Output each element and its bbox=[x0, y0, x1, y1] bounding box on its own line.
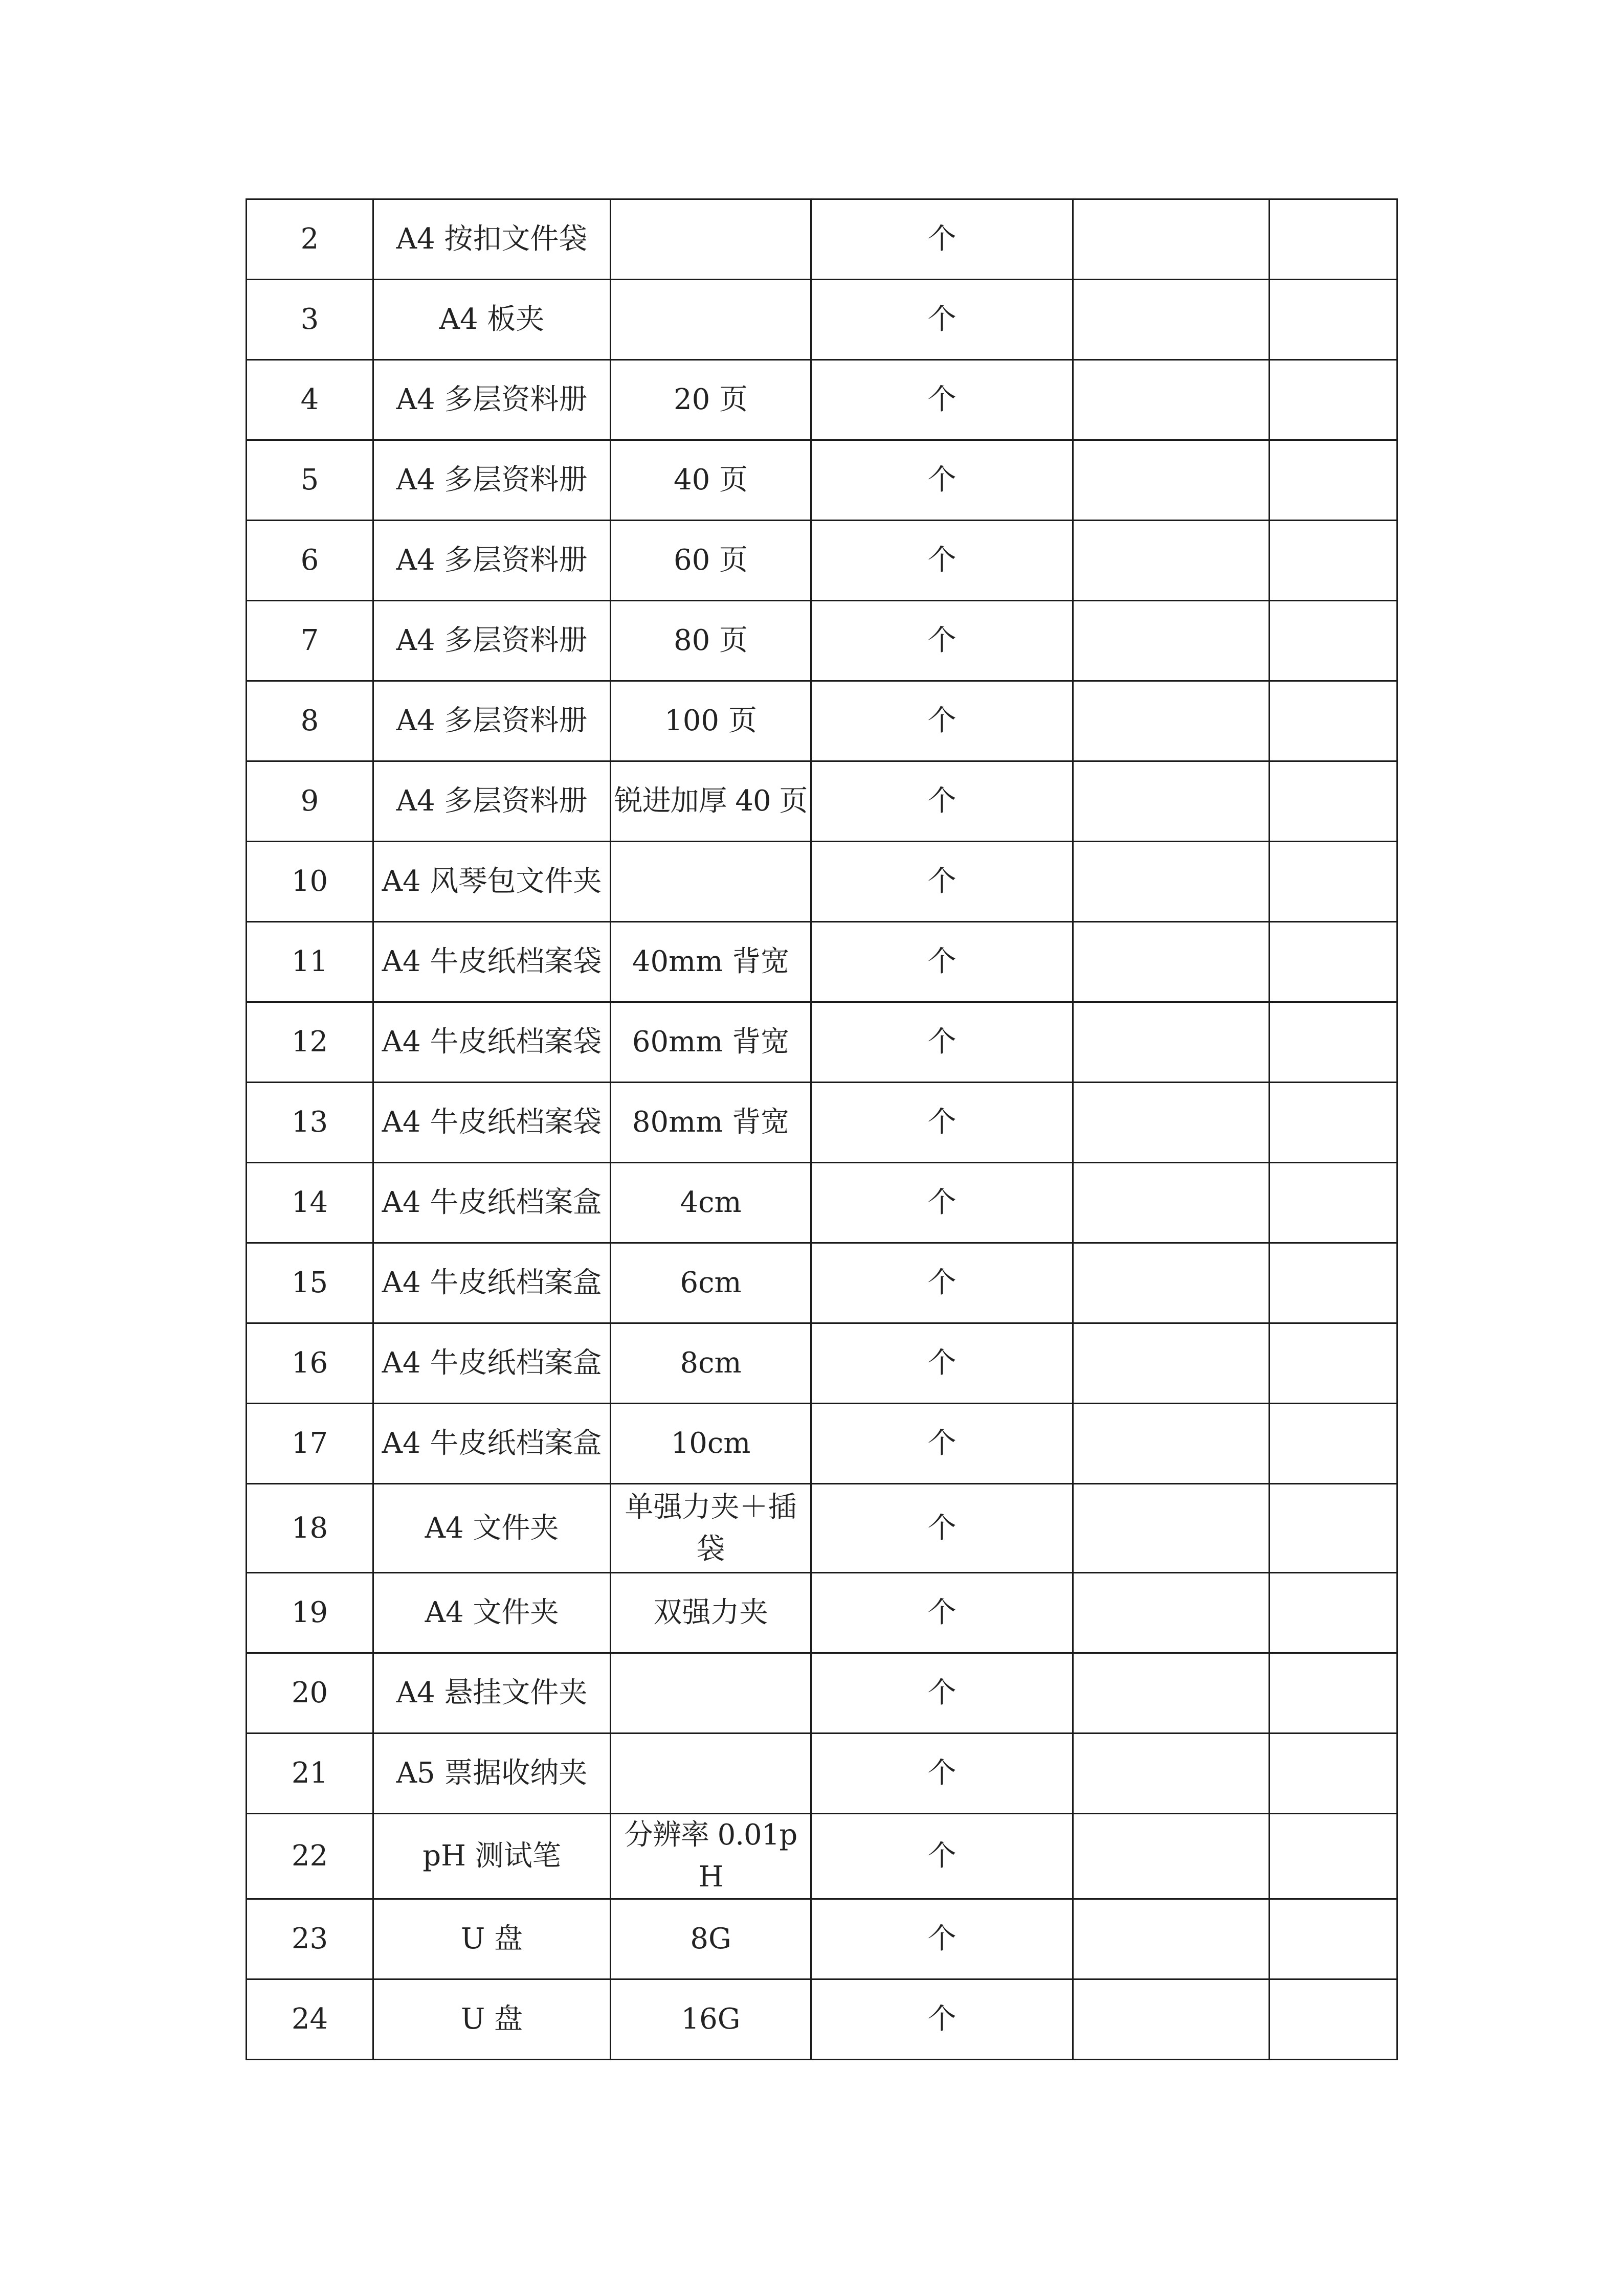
table-row bbox=[247, 1083, 1397, 1163]
cell-item-unit: 个 bbox=[811, 1899, 1073, 1979]
cell-item-spec bbox=[611, 1653, 811, 1734]
cell-blank bbox=[1270, 1163, 1397, 1243]
cell-item-spec bbox=[611, 842, 811, 922]
table-row bbox=[247, 1573, 1397, 1653]
cell-item-unit: 个 bbox=[811, 1002, 1073, 1083]
table-row bbox=[247, 1734, 1397, 1814]
cell-item-number: 3 bbox=[247, 280, 373, 360]
cell-blank bbox=[1073, 1899, 1270, 1979]
item-table-body bbox=[247, 199, 1397, 2060]
cell-item-number: 19 bbox=[247, 1573, 373, 1653]
cell-blank bbox=[1270, 1323, 1397, 1404]
cell-blank bbox=[1073, 360, 1270, 440]
cell-item-unit: 个 bbox=[811, 360, 1073, 440]
table-row bbox=[247, 761, 1397, 842]
cell-blank bbox=[1073, 1653, 1270, 1734]
item-table bbox=[246, 198, 1398, 2060]
cell-item-number: 11 bbox=[247, 922, 373, 1002]
cell-item-name: A5 票据收纳夹 bbox=[373, 1734, 611, 1814]
cell-item-name: U 盘 bbox=[373, 1899, 611, 1979]
cell-item-unit: 个 bbox=[811, 1573, 1073, 1653]
cell-item-unit: 个 bbox=[811, 1323, 1073, 1404]
cell-item-spec: 80mm 背宽 bbox=[611, 1083, 811, 1163]
cell-blank bbox=[1270, 280, 1397, 360]
cell-blank bbox=[1270, 681, 1397, 761]
table-row bbox=[247, 842, 1397, 922]
cell-item-number: 18 bbox=[247, 1484, 373, 1573]
cell-blank bbox=[1073, 440, 1270, 521]
cell-item-name: A4 多层资料册 bbox=[373, 601, 611, 681]
cell-item-name: A4 按扣文件袋 bbox=[373, 199, 611, 280]
cell-item-unit: 个 bbox=[811, 521, 1073, 601]
cell-blank bbox=[1270, 440, 1397, 521]
table-row bbox=[247, 440, 1397, 521]
cell-item-unit: 个 bbox=[811, 1083, 1073, 1163]
cell-item-unit: 个 bbox=[811, 1163, 1073, 1243]
table-row bbox=[247, 601, 1397, 681]
cell-blank bbox=[1073, 199, 1270, 280]
cell-item-spec bbox=[611, 280, 811, 360]
cell-item-number: 15 bbox=[247, 1243, 373, 1323]
cell-item-name: A4 牛皮纸档案盒 bbox=[373, 1163, 611, 1243]
cell-item-number: 20 bbox=[247, 1653, 373, 1734]
cell-item-spec: 单强力夹＋插袋 bbox=[611, 1484, 811, 1573]
cell-blank bbox=[1073, 1243, 1270, 1323]
cell-item-name: A4 牛皮纸档案袋 bbox=[373, 922, 611, 1002]
cell-blank bbox=[1073, 1404, 1270, 1484]
cell-item-number: 23 bbox=[247, 1899, 373, 1979]
cell-blank bbox=[1270, 1979, 1397, 2060]
cell-blank bbox=[1073, 1002, 1270, 1083]
cell-item-unit: 个 bbox=[811, 842, 1073, 922]
cell-item-spec: 20 页 bbox=[611, 360, 811, 440]
cell-blank bbox=[1270, 1484, 1397, 1573]
cell-item-name: A4 多层资料册 bbox=[373, 521, 611, 601]
cell-blank bbox=[1073, 280, 1270, 360]
table-row bbox=[247, 521, 1397, 601]
cell-item-unit: 个 bbox=[811, 1243, 1073, 1323]
cell-item-unit: 个 bbox=[811, 601, 1073, 681]
cell-item-spec: 锐进加厚 40 页 bbox=[611, 761, 811, 842]
cell-item-unit: 个 bbox=[811, 922, 1073, 1002]
cell-item-spec: 80 页 bbox=[611, 601, 811, 681]
cell-blank bbox=[1073, 1484, 1270, 1573]
cell-item-spec: 8cm bbox=[611, 1323, 811, 1404]
cell-item-number: 2 bbox=[247, 199, 373, 280]
cell-item-unit: 个 bbox=[811, 1404, 1073, 1484]
cell-item-unit: 个 bbox=[811, 681, 1073, 761]
table-row bbox=[247, 1404, 1397, 1484]
cell-item-unit: 个 bbox=[811, 1653, 1073, 1734]
table-row bbox=[247, 1163, 1397, 1243]
cell-item-name: A4 牛皮纸档案盒 bbox=[373, 1243, 611, 1323]
cell-blank bbox=[1270, 761, 1397, 842]
cell-item-name: A4 牛皮纸档案盒 bbox=[373, 1404, 611, 1484]
cell-item-number: 17 bbox=[247, 1404, 373, 1484]
cell-item-unit: 个 bbox=[811, 1484, 1073, 1573]
cell-item-number: 21 bbox=[247, 1734, 373, 1814]
cell-item-name: A4 多层资料册 bbox=[373, 440, 611, 521]
cell-blank bbox=[1073, 1163, 1270, 1243]
cell-item-number: 7 bbox=[247, 601, 373, 681]
cell-item-name: A4 牛皮纸档案袋 bbox=[373, 1002, 611, 1083]
table-row bbox=[247, 1484, 1397, 1573]
cell-item-unit: 个 bbox=[811, 440, 1073, 521]
cell-item-spec: 40 页 bbox=[611, 440, 811, 521]
table-row bbox=[247, 1002, 1397, 1083]
cell-blank bbox=[1073, 521, 1270, 601]
cell-item-number: 6 bbox=[247, 521, 373, 601]
cell-item-unit: 个 bbox=[811, 1979, 1073, 2060]
cell-item-number: 10 bbox=[247, 842, 373, 922]
table-row bbox=[247, 280, 1397, 360]
table-row bbox=[247, 681, 1397, 761]
cell-item-spec: 4cm bbox=[611, 1163, 811, 1243]
cell-blank bbox=[1073, 1573, 1270, 1653]
cell-blank bbox=[1073, 761, 1270, 842]
cell-blank bbox=[1073, 1814, 1270, 1899]
cell-blank bbox=[1073, 922, 1270, 1002]
cell-item-unit: 个 bbox=[811, 761, 1073, 842]
cell-blank bbox=[1270, 521, 1397, 601]
cell-item-spec: 6cm bbox=[611, 1243, 811, 1323]
cell-item-number: 12 bbox=[247, 1002, 373, 1083]
cell-blank bbox=[1270, 1243, 1397, 1323]
cell-item-name: pH 测试笔 bbox=[373, 1814, 611, 1899]
cell-item-unit: 个 bbox=[811, 199, 1073, 280]
cell-item-spec: 16G bbox=[611, 1979, 811, 2060]
cell-item-name: A4 板夹 bbox=[373, 280, 611, 360]
cell-item-spec: 60 页 bbox=[611, 521, 811, 601]
cell-item-unit: 个 bbox=[811, 280, 1073, 360]
cell-item-name: A4 牛皮纸档案盒 bbox=[373, 1323, 611, 1404]
table-row bbox=[247, 922, 1397, 1002]
cell-blank bbox=[1270, 601, 1397, 681]
table-row bbox=[247, 1653, 1397, 1734]
cell-item-spec: 60mm 背宽 bbox=[611, 1002, 811, 1083]
cell-item-spec bbox=[611, 199, 811, 280]
cell-item-spec: 8G bbox=[611, 1899, 811, 1979]
table-row bbox=[247, 360, 1397, 440]
cell-blank bbox=[1073, 1323, 1270, 1404]
cell-item-name: A4 多层资料册 bbox=[373, 761, 611, 842]
cell-item-number: 24 bbox=[247, 1979, 373, 2060]
cell-item-name: A4 文件夹 bbox=[373, 1573, 611, 1653]
cell-item-spec bbox=[611, 1734, 811, 1814]
cell-item-number: 13 bbox=[247, 1083, 373, 1163]
cell-blank bbox=[1073, 681, 1270, 761]
cell-blank bbox=[1270, 199, 1397, 280]
cell-item-name: U 盘 bbox=[373, 1979, 611, 2060]
cell-blank bbox=[1270, 1899, 1397, 1979]
cell-blank bbox=[1270, 1404, 1397, 1484]
table-row bbox=[247, 1814, 1397, 1899]
cell-item-spec: 10cm bbox=[611, 1404, 811, 1484]
cell-item-spec: 100 页 bbox=[611, 681, 811, 761]
table-row bbox=[247, 1243, 1397, 1323]
cell-item-number: 14 bbox=[247, 1163, 373, 1243]
cell-blank bbox=[1073, 842, 1270, 922]
cell-item-spec: 分辨率 0.01pH bbox=[611, 1814, 811, 1899]
cell-blank bbox=[1073, 1083, 1270, 1163]
table-row bbox=[247, 1899, 1397, 1979]
cell-item-number: 5 bbox=[247, 440, 373, 521]
table-row bbox=[247, 1979, 1397, 2060]
cell-item-name: A4 牛皮纸档案袋 bbox=[373, 1083, 611, 1163]
cell-blank bbox=[1270, 842, 1397, 922]
cell-item-number: 16 bbox=[247, 1323, 373, 1404]
cell-item-spec: 双强力夹 bbox=[611, 1573, 811, 1653]
cell-blank bbox=[1270, 1814, 1397, 1899]
cell-blank bbox=[1270, 1002, 1397, 1083]
cell-blank bbox=[1270, 1734, 1397, 1814]
table-row bbox=[247, 199, 1397, 280]
cell-blank bbox=[1073, 601, 1270, 681]
cell-item-name: A4 悬挂文件夹 bbox=[373, 1653, 611, 1734]
cell-item-name: A4 多层资料册 bbox=[373, 681, 611, 761]
cell-item-number: 22 bbox=[247, 1814, 373, 1899]
cell-blank bbox=[1270, 1573, 1397, 1653]
cell-item-number: 9 bbox=[247, 761, 373, 842]
cell-item-name: A4 文件夹 bbox=[373, 1484, 611, 1573]
cell-blank bbox=[1270, 1653, 1397, 1734]
table-row bbox=[247, 1323, 1397, 1404]
cell-blank bbox=[1270, 360, 1397, 440]
cell-blank bbox=[1073, 1734, 1270, 1814]
cell-item-name: A4 多层资料册 bbox=[373, 360, 611, 440]
cell-item-spec: 40mm 背宽 bbox=[611, 922, 811, 1002]
cell-item-number: 4 bbox=[247, 360, 373, 440]
cell-blank bbox=[1270, 1083, 1397, 1163]
cell-item-unit: 个 bbox=[811, 1734, 1073, 1814]
cell-item-unit: 个 bbox=[811, 1814, 1073, 1899]
cell-blank bbox=[1270, 922, 1397, 1002]
cell-blank bbox=[1073, 1979, 1270, 2060]
cell-item-number: 8 bbox=[247, 681, 373, 761]
cell-item-name: A4 风琴包文件夹 bbox=[373, 842, 611, 922]
